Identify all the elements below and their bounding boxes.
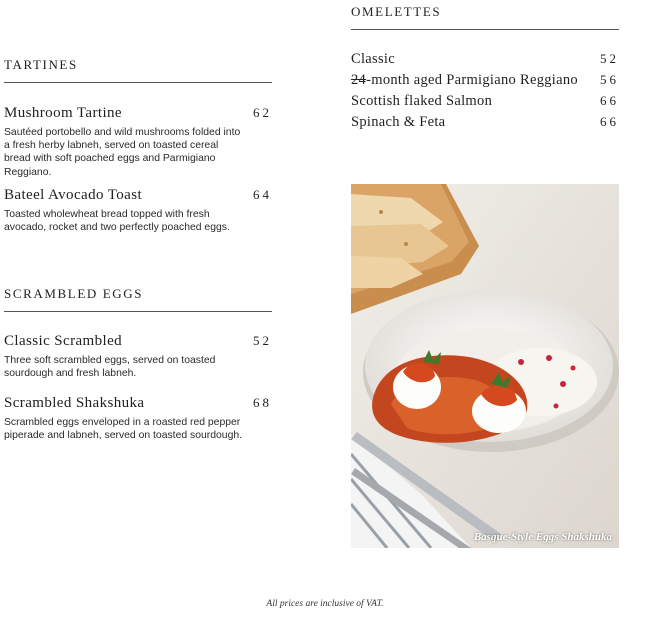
section-title-omelettes: OMELETTES [351, 4, 619, 30]
dish-name: Scottish flaked Salmon [351, 93, 493, 109]
dish-name: Classic Scrambled [4, 333, 123, 349]
list-item [351, 72, 619, 93]
dish-name: -month aged Parmigiano Reggiano [366, 72, 578, 88]
dish-description: Scrambled eggs enveloped in a roasted red pepper piperade and labneh, served on toasted sourdough. [4, 417, 243, 442]
dish-price: 64 [253, 187, 272, 202]
photo-caption: Basque-Style Eggs Shakshuka [473, 531, 612, 543]
vat-note: All prices are inclusive of VAT. [266, 599, 384, 609]
dish-price: 66 [600, 93, 619, 108]
dish-name: Mushroom Tartine [4, 105, 122, 121]
dish-classic-scrambled [4, 333, 272, 380]
struck-number: 24 [351, 72, 367, 88]
dish-name: Classic [351, 51, 395, 67]
dish-name: Bateel Avocado Toast [4, 187, 143, 203]
dish-avocado-toast [4, 187, 272, 234]
omelettes-list [351, 51, 619, 135]
dish-name-compound [351, 72, 578, 89]
list-item [351, 51, 619, 72]
section-title-tartines: TARTINES [4, 57, 272, 83]
dish-price: 66 [600, 114, 619, 129]
dish-scrambled-shakshuka [4, 395, 272, 442]
dish-price: 52 [253, 333, 272, 348]
dish-photo [351, 184, 619, 548]
dish-description: Sautéed portobello and wild mushrooms folded into a fresh herby labneh, served on toasted cereal bread with soft poached eggs and Parmigiano Reggiano. [4, 127, 241, 178]
dish-price: 52 [600, 51, 619, 66]
dish-price: 56 [600, 72, 619, 87]
dish-mushroom-tartine [4, 105, 272, 179]
dish-description: Three soft scrambled eggs, served on toasted sourdough and fresh labneh. [4, 355, 216, 380]
section-title-scrambled-eggs: SCRAMBLED EGGS [4, 286, 272, 312]
list-item [351, 114, 619, 135]
dish-price: 62 [253, 105, 272, 120]
list-item [351, 93, 619, 114]
shakshuka-illustration [351, 184, 619, 548]
dish-price: 68 [253, 395, 272, 410]
dish-description: Toasted wholewheat bread topped with fresh avocado, rocket and two perfectly poached eggs. [4, 209, 230, 234]
dish-name: Scrambled Shakshuka [4, 395, 145, 411]
dish-name: Spinach & Feta [351, 114, 446, 130]
